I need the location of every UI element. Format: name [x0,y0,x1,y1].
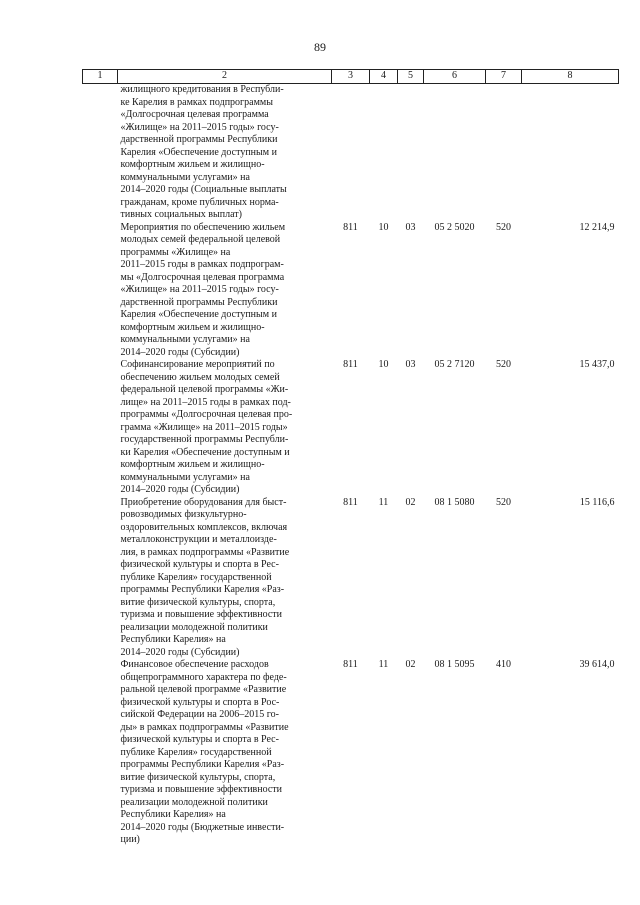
cell-col7: 520 [496,221,511,233]
row-description: жилищного кредитования в Республи- ке Карелия в рамках подпрограммы «Долгосрочная целевая программа «Жилище» на 2011–2015 годы» госу- дарственной программы Республики Карелия «Обеспечение доступным и комфортным жильем и жилищно- коммунальными услугами» на 2014–2020 годы (Социальные выплаты гражданам, кроме публичных норма- тивных социальных выплат) [120,84,287,220]
cell-col4: 11 [378,659,389,670]
column-header: 6 [424,70,486,84]
cell-col4: 11 [378,496,389,508]
table-row [83,359,619,497]
cell-col5: 03 [405,359,416,370]
cell-col6: 08 1 5095 [434,659,475,670]
column-header: 4 [370,70,398,84]
cell-col5 [398,84,424,222]
cell-col4: 10 [378,359,389,370]
budget-table [82,69,619,847]
cell-col6: 05 2 5020 [434,221,475,233]
cell-col5: 03 [405,221,416,233]
cell-col7: 410 [496,659,511,670]
cell-col5: 02 [405,659,416,670]
cell-col3: 811 [343,496,358,508]
column-header: 2 [118,70,332,84]
column-header: 3 [332,70,370,84]
cell-amount: 15 437,0 [579,359,615,370]
row-description: Финансовое обеспечение расходов общепрограммного характера по феде- ральной целевой программе «Развитие физической культуры и спорта в Рос- сийской Федерации на 2006–2015 го- ды» в рамках подпрограммы «Развитие физической культуры и спорта в Рес- публике Карелия» государственной программы Республики Карелия «Раз- витие физической культуры, спорта, туризма и повышение эффективности реализации молодежной политики Республики Карелия» на 2014–2020 годы (Бюджетные инвести- ции) [120,659,289,845]
table-row [83,497,619,660]
cell-amount [522,84,619,222]
column-header: 1 [83,70,118,84]
column-number-header [83,70,619,84]
cell-col3: 811 [343,221,358,233]
cell-col6 [424,84,486,222]
cell-col5: 02 [405,496,416,508]
table-row [83,659,619,847]
column-header: 8 [522,70,619,84]
row-description: Софинансирование мероприятий по обеспечению жильем молодых семей федеральной целевой программы «Жи- лище» на 2011–2015 годы в рамках под- программы «Долгосрочная целевая про- грамма «Жилище» на 2011–2015 годы» государственной программы Республи- ки Карелия «Обеспечение доступным и комфортным жильем и жилищно- коммунальными услугами» на 2014–2020 годы (Субсидии) [120,359,293,495]
cell-amount: 39 614,0 [579,659,615,670]
cell-col3: 811 [343,659,358,670]
cell-amount: 15 116,6 [579,496,615,508]
cell-col4: 10 [378,221,389,233]
row-description: Приобретение оборудования для быст- ровозводимых физкультурно- оздоровительных комплексов, включая металлоконструкции и металлоизде- лия, в рамках подпрограммы «Развитие физической культуры и спорта в Рес- публике Карелия» государственной программы Республики Карелия «Раз- витие физической культуры, спорта, туризма и повышение эффективности реализации молодежной политики Республики Карелия» на 2014–2020 годы (Субсидии) [120,496,290,658]
table-row [83,84,619,222]
cell-amount: 12 214,9 [579,221,615,233]
cell-col7 [486,84,522,222]
cell-col6: 08 1 5080 [434,496,475,508]
page-number: 89 [314,40,326,54]
column-header: 5 [398,70,424,84]
cell-col3: 811 [343,359,358,370]
cell-col7: 520 [496,359,511,370]
cell-col6: 05 2 7120 [434,359,475,370]
table-row [83,222,619,360]
cell-col7: 520 [496,496,511,508]
cell-col3 [332,84,370,222]
cell-col4 [370,84,398,222]
column-header: 7 [486,70,522,84]
row-description: Мероприятия по обеспечению жильем молодых семей федеральной целевой программы «Жилище» на 2011–2015 годы в рамках подпрограм- мы «Долгосрочная целевая программа «Жилище» на 2011–2015 годы» госу- дарственной программы Республики Карелия «Обеспечение доступным и комфортным жильем и жилищно- коммунальными услугами» на 2014–2020 годы (Субсидии) [120,221,286,358]
